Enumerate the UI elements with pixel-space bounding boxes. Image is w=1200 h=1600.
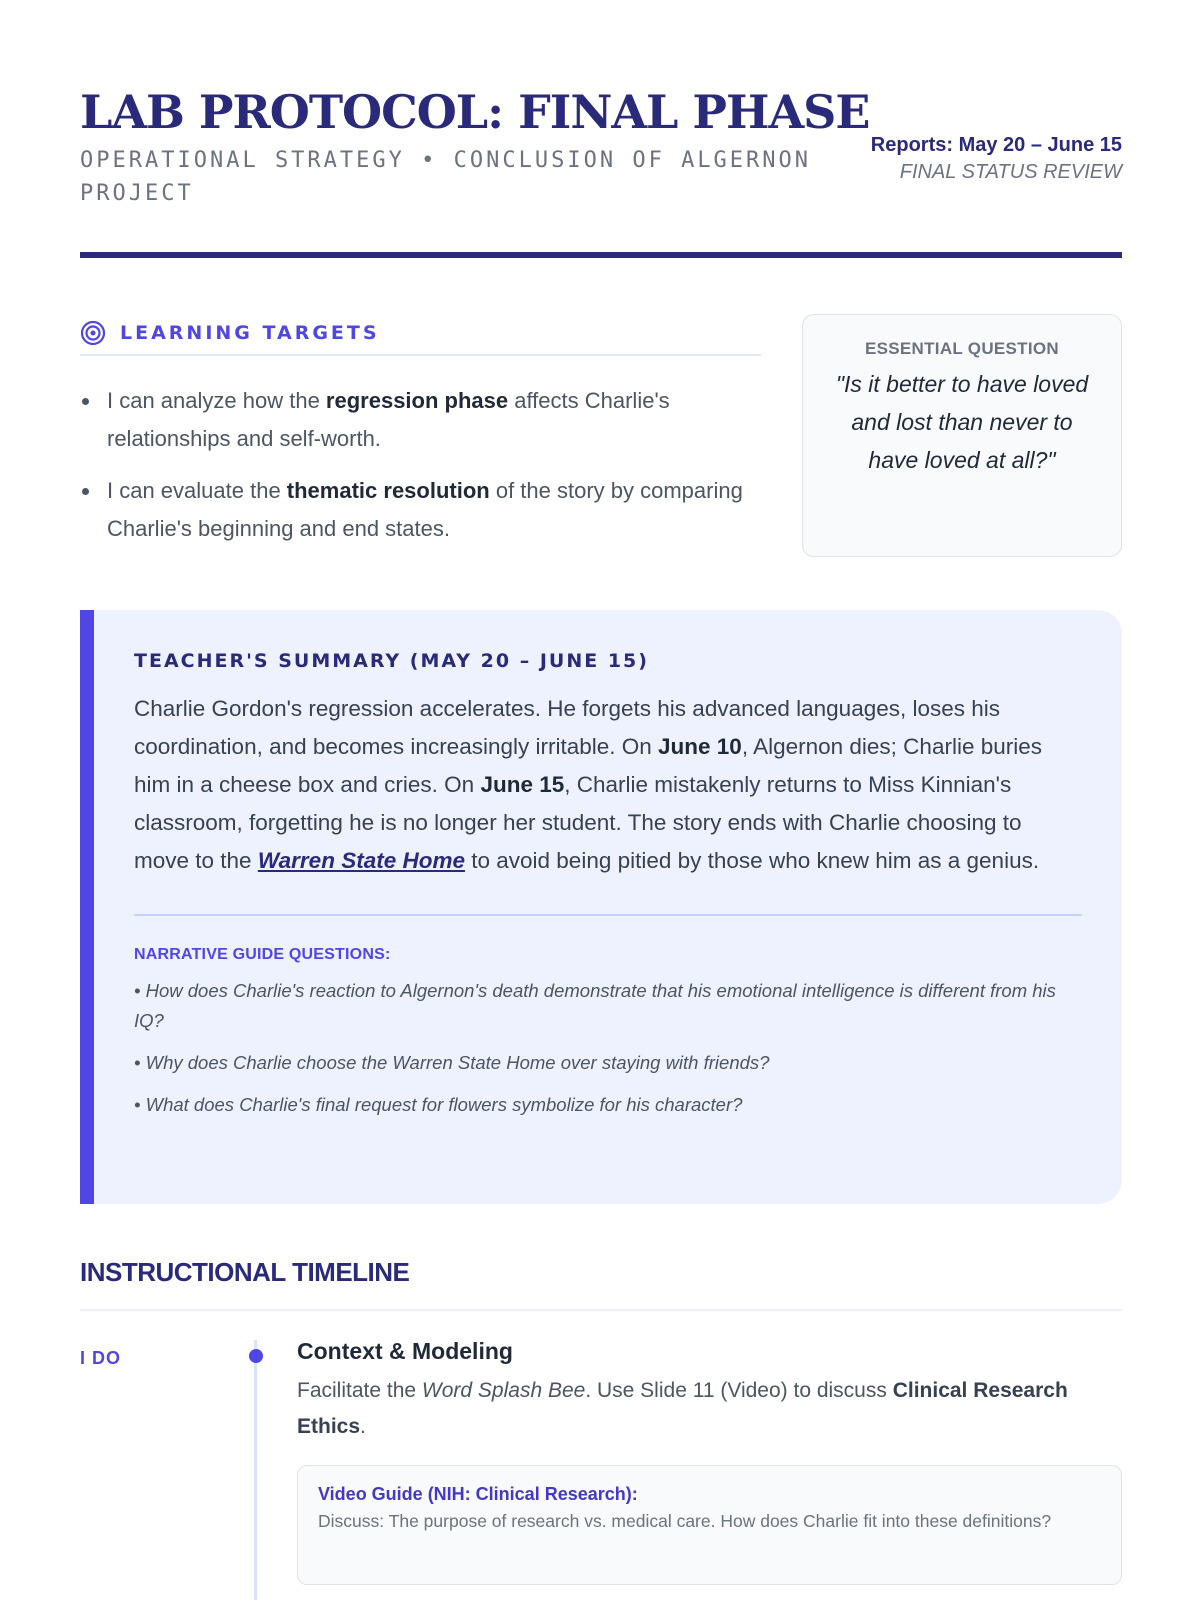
step-title: Context & Modeling (297, 1338, 513, 1364)
page-title: LAB PROTOCOL: FINAL PHASE (80, 85, 870, 139)
warren-state-home-link[interactable]: Warren State Home (257, 848, 465, 873)
page-subtitle: OPERATIONAL STRATEGY • CONCLUSION OF ALGERNON PROJECT (80, 148, 812, 206)
target-list (80, 382, 761, 548)
essential-question-label: ESSENTIAL QUESTION (864, 339, 1059, 358)
learning-targets-header (80, 312, 761, 356)
report-info (862, 132, 1122, 186)
video-guide-text: Discuss: The purpose of research vs. medical care. How does Charlie fit into these definitions? (318, 1511, 1052, 1531)
step-description: Facilitate the Word Splash Bee. Use Slide 11 (Video) to discuss Clinical Research Ethics. (297, 1379, 1068, 1438)
phase-label: I DO (80, 1348, 122, 1368)
summary-title: TEACHER'S SUMMARY (MAY 20 – JUNE 15) (134, 650, 649, 672)
summary-divider (134, 914, 1082, 916)
guide-questions-label: NARRATIVE GUIDE QUESTIONS: (134, 946, 391, 963)
target-icon (80, 320, 106, 346)
guide-question: • What does Charlie's final request for flowers symbolize for his character? (134, 1094, 743, 1115)
guide-question: • Why does Charlie choose the Warren State Home over staying with friends? (134, 1052, 770, 1073)
timeline-step (297, 1338, 1122, 1585)
video-guide-title: Video Guide (NIH: Clinical Research): (318, 1484, 638, 1504)
video-guide-box (297, 1465, 1122, 1585)
summary-body: Charlie Gordon's regression accelerates. He forgets his advanced languages, loses his coordination, and becomes increasingly irritable. On June 10, Algernon dies; Charlie buries him in a cheese box and cries. On June 15, Charlie mistakenly returns to Miss Kinnian's classroom, forgetting he is no longer her student. The story ends with Charlie choosing to move to the Warren State Home to avoid being pitied by those who knew him as a genius. (134, 696, 1042, 873)
essential-question-card (802, 314, 1122, 557)
target-item: I can evaluate the thematic resolution of the story by comparing Charlie's beginning and end states. (80, 472, 761, 548)
learning-targets (80, 312, 761, 562)
report-dates: Reports: May 20 – June 15 (870, 134, 1122, 156)
timeline-line (254, 1340, 257, 1600)
guide-question: • How does Charlie's reaction to Algernon's death demonstrate that his emotional intelligence is different from his IQ? (134, 980, 1056, 1031)
essential-question-text: "Is it better to have loved and lost than never to have loved at all?" (835, 371, 1089, 473)
timeline-dot (249, 1349, 263, 1363)
summary-date: June 15 (480, 772, 565, 797)
timeline-title: INSTRUCTIONAL TIMELINE (80, 1257, 1122, 1311)
teacher-summary (80, 610, 1122, 1204)
learning-targets-label: LEARNING TARGETS (120, 322, 380, 344)
target-item: I can analyze how the regression phase affects Charlie's relationships and self-worth. (80, 382, 761, 458)
summary-date: June 10 (658, 734, 742, 759)
page-header (80, 84, 1122, 258)
status-label: FINAL STATUS REVIEW (899, 161, 1122, 183)
